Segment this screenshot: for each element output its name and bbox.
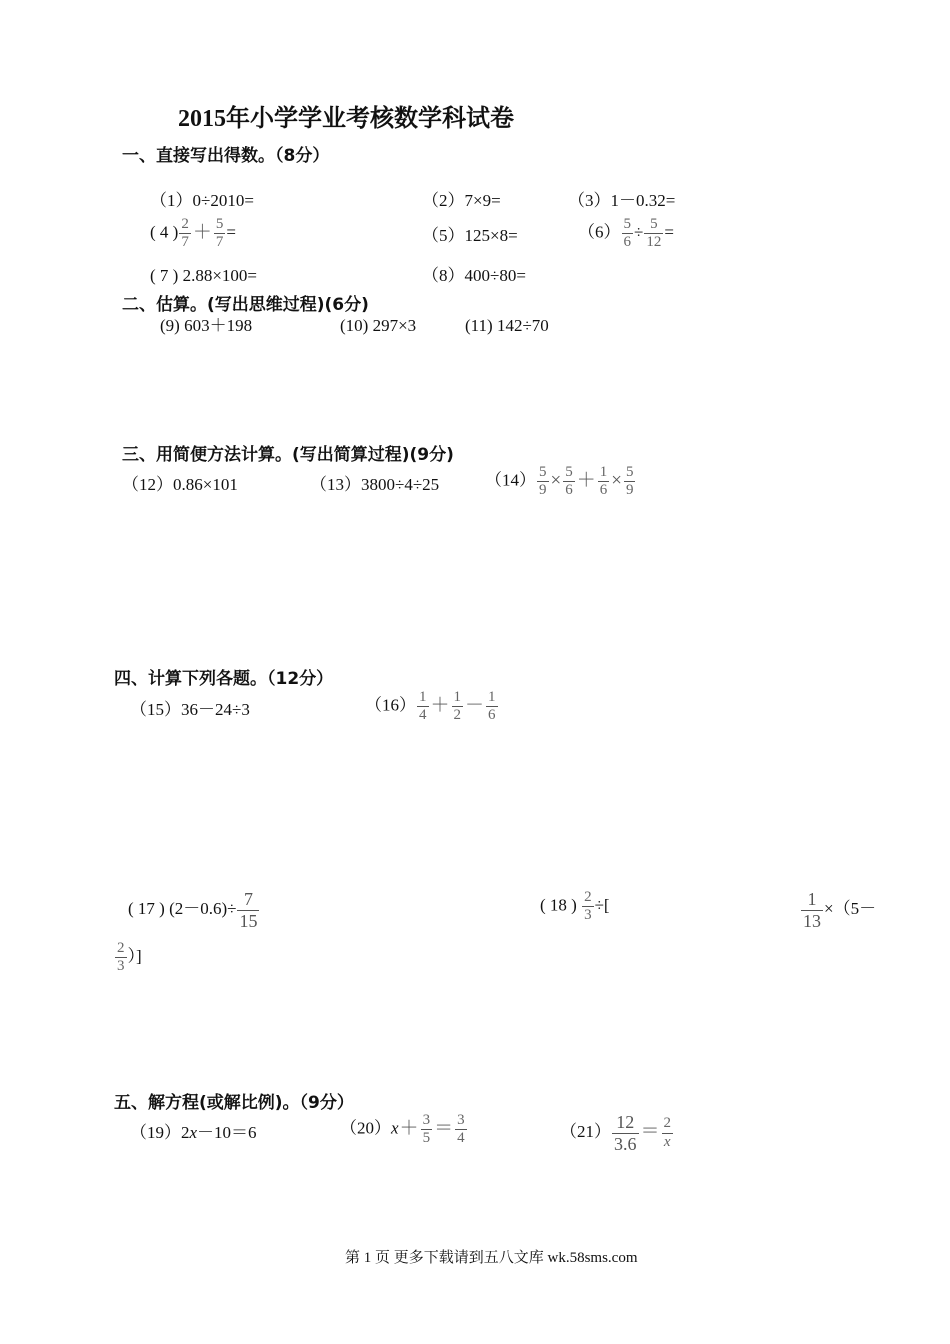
question-13: （13）3800÷4÷25 bbox=[310, 475, 440, 494]
fraction: $\frac{5}{12}$ bbox=[646, 216, 662, 251]
question-21: （21） $\frac{12}{3.6}$ ＝ $\frac{2}{x}$ bbox=[560, 1112, 672, 1154]
question-18: ( 18 ) $\frac{2}{3}$ ÷[ bbox=[540, 889, 610, 924]
question-10: (10) 297×3 bbox=[340, 316, 417, 335]
fraction: $\frac{5}{9}$ bbox=[539, 464, 547, 499]
fraction: $\frac{1}{4}$ bbox=[419, 689, 427, 724]
fraction: $\frac{1}{2}$ bbox=[453, 689, 462, 724]
question-17: ( 17 ) (2－0.6)÷ $\frac{7}{15}$ bbox=[128, 889, 258, 931]
fraction: $\frac{1}{6}$ bbox=[599, 464, 608, 499]
question-3: （3）1－0.32= bbox=[568, 191, 676, 210]
fraction: $\frac{3}{4}$ bbox=[457, 1112, 465, 1147]
fraction: $\frac{2}{3}$ bbox=[117, 940, 125, 975]
question-8: （8）400÷80= bbox=[422, 266, 526, 285]
section-5-heading: 五、解方程(或解比例)。（9分） bbox=[114, 1093, 354, 1113]
question-6-label: （6） bbox=[578, 222, 621, 242]
question-9: (9) 603＋198 bbox=[160, 316, 253, 335]
question-2: （2）7×9= bbox=[422, 191, 501, 210]
question-12: （12）0.86×101 bbox=[122, 475, 238, 494]
question-19: （19）2x－10＝6 bbox=[130, 1123, 257, 1142]
fraction: $\frac{1}{6}$ bbox=[488, 689, 496, 724]
fraction: $\frac{5}{7}$ bbox=[215, 216, 224, 251]
question-4-label: ( 4 ) bbox=[150, 222, 179, 242]
question-5: （5）125×8= bbox=[422, 226, 518, 245]
question-14: （14） $\frac{5}{9}$ × $\frac{5}{6}$ ＋ $\frac{1}{6}$ × $\frac{5}{9}$ bbox=[485, 464, 634, 499]
fraction: $\frac{2}{x}$ bbox=[663, 1115, 672, 1150]
question-18-end: $\frac{2}{3}$ ）] bbox=[117, 940, 142, 975]
fraction: $\frac{2}{3}$ bbox=[584, 889, 592, 924]
fraction: $\frac{5}{6}$ bbox=[565, 464, 573, 499]
section-1-heading: 一、直接写出得数。（8分） bbox=[122, 146, 330, 166]
page-footer: 第 1 页 更多下载请到五八文库 wk.58sms.com bbox=[345, 1250, 638, 1266]
question-15: （15）36－24÷3 bbox=[130, 700, 250, 719]
question-20: （20）x＋ $\frac{3}{5}$ ＝ $\frac{3}{4}$ bbox=[340, 1112, 465, 1147]
page-title: 2015年小学学业考核数学科试卷 bbox=[178, 106, 514, 132]
section-4-heading: 四、计算下列各题。（12分） bbox=[114, 669, 334, 689]
fraction: $\frac{5}{6}$ bbox=[623, 216, 631, 251]
section-3-heading: 三、用简便方法计算。(写出简算过程)(9分) bbox=[122, 445, 454, 465]
question-11: (11) 142÷70 bbox=[465, 316, 549, 335]
fraction: $\frac{3}{5}$ bbox=[422, 1112, 431, 1147]
question-16: （16） $\frac{1}{4}$ ＋ $\frac{1}{2}$ － $\frac{1}{6}$ bbox=[365, 689, 496, 724]
question-7: ( 7 ) 2.88×100= bbox=[150, 266, 257, 285]
fraction: $\frac{12}{3.6}$ bbox=[614, 1112, 637, 1154]
fraction: $\frac{7}{15}$ bbox=[239, 889, 258, 931]
section-2-heading: 二、估算。(写出思维过程)(6分) bbox=[122, 295, 369, 315]
question-18-continued: $\frac{1}{13}$ ×（5－ bbox=[803, 889, 877, 931]
question-1: （1）0÷2010= bbox=[150, 191, 254, 210]
question-6: （6） $\frac{5}{6}$ ÷ $\frac{5}{12}$ = bbox=[578, 216, 674, 251]
fraction: $\frac{5}{9}$ bbox=[625, 464, 634, 499]
fraction: $\frac{1}{13}$ bbox=[803, 889, 821, 931]
question-4: ( 4 ) $\frac{2}{7}$ ＋ $\frac{5}{7}$ = bbox=[150, 216, 236, 251]
fraction: $\frac{2}{7}$ bbox=[181, 216, 189, 251]
